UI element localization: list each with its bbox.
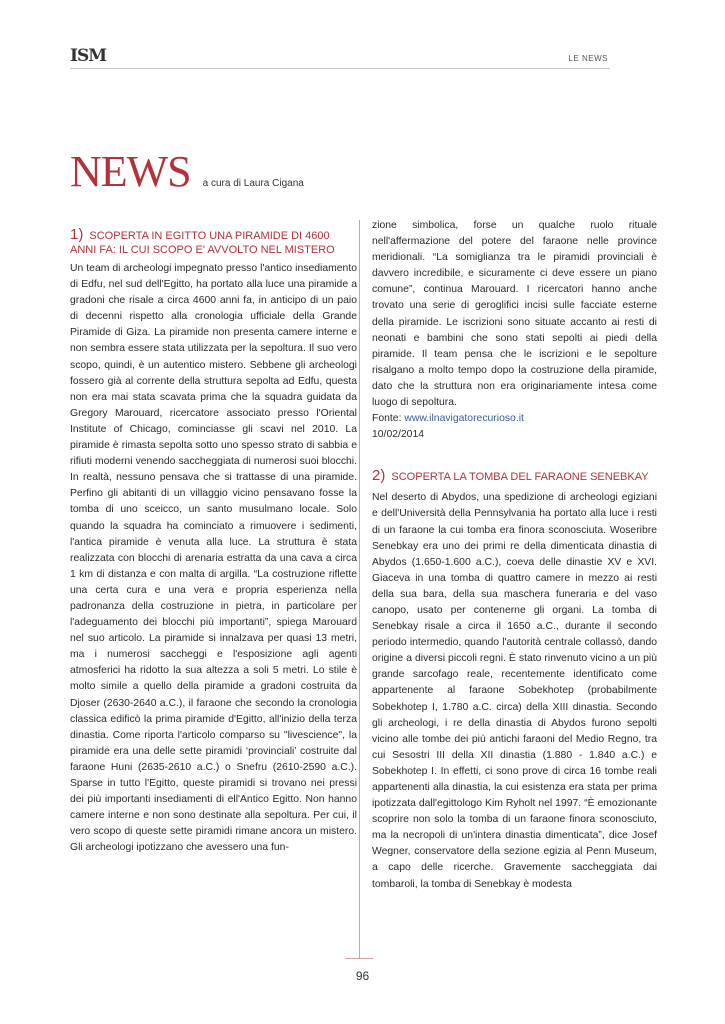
article2-body: Nel deserto di Abydos, una spedizione di archeologi egiziani e dell'Università della Pennsylvania ha portato alla luce i resti di un faraone la cui tomba era finora sconosciuta. Woseribre Senebkay era uno dei primi re della dimenticata dinastia di Abydos (1.650-1.600 a.C.), coeva delle dinastie XV e XVI. Giaceva in una tomba di quattro camere in mezzo ai resti della sua bara, della sua maschera funeraria e del vaso canopo, usato per contenerne gli organi. La tomba di Senebkay risale a circa il 1650 a.C., durante il secondo periodo intermedio, quando l'autorità centrale collassò, dando origine a diversi piccoli regni. È stato rinvenuto vicino a un più grande sarcofago reale, recentemente identificato come appartenente al faraone Sobekhotep (probabilmente Sobekhotep I, 1.780 a.C. circa) della XIII dinastia. Secondo gli archeologi, i re della dinastia di Abydos furono sepolti vicino alle tombe dei più antichi faraoni del Medio Regno, tra cui Sesostri III della XII dinastia (1.880 - 1.840 a.C.) e Sobekhotep I. In effetti, ci sono prove di circa 16 tombe reali appartenenti alla dinastia, la cui esistenza era stata per prima ipotizzata dall'egittologo Kim Ryholt nel 1997. “È emozionante scoprire non solo la tomba di un faraone finora sconosciuto, ma la necropoli di un'intera dinastia dimenticata”, dice Josef Wegner, conservatore della sezione egizia al Penn Museum, a capo delle ricerche. Gravemente saccheggiata dai tombaroli, la tomba di Senebkay è modesta — [372, 492, 657, 890]
article1-body-left: Un team di archeologi impegnato presso l'antico insediamento di Edfu, nel sud dell'Egitto, ha portato alla luce una piramide a gradoni che risale a circa 4600 anni fa, in anticipo di un paio di decenni rispetto alla cronologia ufficiale della Grande Piramide di Giza. La piramide non presenta camere interne e non sembra essere stata utilizzata per la sepoltura. Il suo vero scopo, quindi, è un autentico mistero. Sebbene gli archeologi fossero già al corrente della struttura sepolta ad Edfu, questa non era mai stata scavata prima che la squadra guidata da Gregory Marouard, ricercatore associato presso l'Oriental Institute of Chicago, cominciasse gli scavi nel 2010. La piramide è rimasta sepolta sotto uno spesso strato di sabbia e rifiuti moderni venendo saccheggiata di numerosi suoi blocchi. In realtà, nessuno pensava che si trattasse di una piramide. Perfino gli abitanti di un villaggio vicino pensavano fosse la tomba di uno sceicco, un santo musulmano locale. Solo quando la squadra ha cominciato a rimuovere i sedimenti, l'antica piramide è venuta alla luce. La struttura è stata realizzata con blocchi di arenaria estratta da una cava a circa 1 km di distanza e con malta di argilla. “La costruzione riflette una certa cura e una vera e propria esperienza nella padronanza della costruzione in pietra, in particolare per l'adeguamento dei blocchi più importanti”, spiega Marouard nel suo articolo. La piramide si innalzava per quasi 13 metri, ma i numerosi saccheggi e l'esposizione agli agenti atmosferici ha ridotto la sua altezza a soli 5 metri. Lo stile è molto simile a quello della piramide a gradoni costruita da Djoser (2630-2640 a.C.), il faraone che secondo la cronologia classica edificò la prima piramide d'Egitto, all'inizio della terza dinastia. Come riporta l'articolo comparso su "livescience", la piramide era una delle sette piramidi ‘provinciali’ costruite dal faraone Huni (2635-2610 a.C.) o Snefru (2610-2590 a.C.). Sparse in tutto l'Egitto, queste piramidi si trovano nei pressi dei più importanti insediamenti di ell'Antico Egitto. Non hanno camere interne e non sono destinate alla sepoltura. Per cui, il vero scopo di queste sette piramidi rimane ancora un mistero. Gli archeologi ipotizzano che avessero una fun- — [70, 263, 357, 854]
page-title: NEWS — [70, 147, 191, 196]
article1-date: 10/02/2014 — [372, 429, 425, 441]
left-column — [70, 228, 357, 856]
article2-heading-text: SCOPERTA LA TOMBA DEL FARAONE SENEBKAY — [391, 471, 649, 484]
article1-heading — [70, 228, 357, 257]
article1-body-right: zione simbolica, forse un qualche ruolo rituale nell'affermazione del potere del faraone nelle province meridionali. “La somiglianza tra le piramidi provinciali è davvero incredibile, e sicuramente ci deve essere un piano comune”, continua Marouard. I ricercatori hanno anche trovato una serie di geroglifici incisi sulle facciate esterne della piramide. Le iscrizioni sono situate accanto ai resti di neonati e bambini che sono stati sepolti ai piedi della piramide. Il team pensa che le iscrizioni e le sepolture risalgano a molto tempo dopo la costruzione della piramide, dato che la struttura non era originariamente intesa come luogo di sepoltura. — [372, 220, 657, 409]
column-divider — [359, 220, 360, 958]
article1-number: 1) — [70, 226, 84, 243]
page-number: 96 — [355, 969, 370, 983]
source-link[interactable]: www.ilnavigatorecurioso.it — [404, 413, 524, 425]
source-label: Fonte: — [372, 413, 402, 425]
article2-heading — [372, 469, 657, 484]
article2-number: 2) — [372, 467, 386, 485]
masthead — [70, 147, 304, 196]
article1-heading-text: SCOPERTA IN EGITTO UNA PIRAMIDE DI 4600 ANNI FA: IL CUI SCOPO E' AVVOLTO NEL MISTERO — [70, 230, 335, 256]
footer-rule — [345, 958, 373, 959]
right-column — [372, 218, 657, 893]
byline: a cura di Laura Cigana — [202, 178, 304, 189]
article1-source — [372, 411, 657, 427]
header-rule — [70, 68, 610, 69]
section-label: LE NEWS — [568, 54, 608, 63]
magazine-logo: ISM — [70, 46, 107, 66]
